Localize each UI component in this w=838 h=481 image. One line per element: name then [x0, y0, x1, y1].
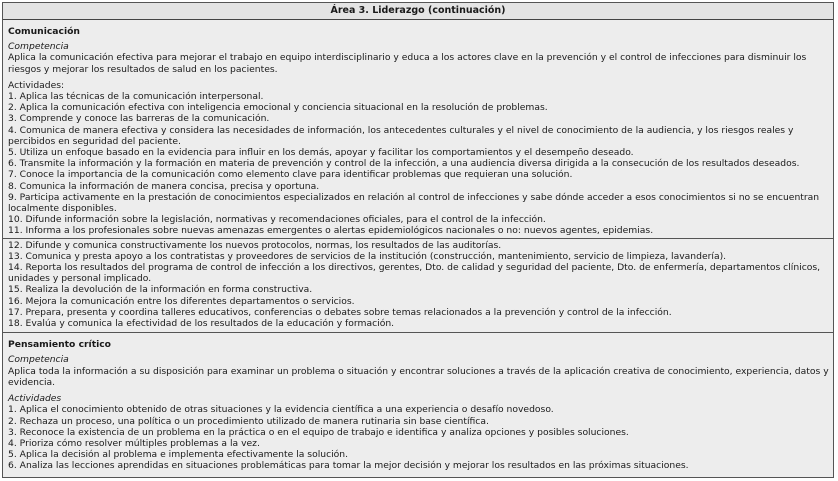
list-item: 15. Realiza la devolución de la información en forma constructiva. — [8, 284, 313, 296]
list-item: 11. Informa a los profesionales sobre nuevas amenazas emergentes o alertas epidemiológicos nacionales o no: nuevos agentes, epidemias. — [8, 225, 654, 237]
list-item: 3. Comprende y conoce las barreras de la comunicación. — [8, 113, 270, 125]
list-item: 16. Mejora la comunicación entre los diferentes departamentos o servicios. — [8, 295, 355, 307]
actividades-label: Actividades: — [8, 79, 65, 91]
section-heading-pensamiento-critico: Pensamiento crítico — [8, 339, 111, 351]
list-item: 3. Reconoce la existencia de un problema en la práctica o en el equipo de trabajo e identifica y analiza opciones y posibles soluciones. — [8, 426, 629, 438]
list-item: 2. Aplica la comunicación efectiva con inteligencia emocional y conciencia situacional en la resolución de problemas. — [8, 102, 548, 114]
section-comunicacion — [3, 20, 833, 333]
list-item: 1. Aplica las técnicas de la comunicación interpersonal. — [8, 91, 264, 103]
list-item: 6. Analiza las lecciones aprendidas en situaciones problemáticas para tomar la mejor decisión y mejorar los resultados en las próximas situaciones. — [8, 460, 689, 472]
list-item: 12. Difunde y comunica constructivamente los nuevos protocolos, normas, los resultados de las auditorías. — [8, 239, 502, 251]
list-item: 4. Comunica de manera efectiva y considera las necesidades de información, los antecedentes culturales y el nivel de conocimiento de la audiencia, y los riesgos reales y percibidos en seguridad del paciente. — [8, 124, 794, 147]
list-item: 14. Reporta los resultados del programa de control de infección a los directivos, gerentes, Dto. de calidad y seguridad del paciente, Dto. de enfermería, departamentos clínicos, unidades y personal implicado. — [8, 262, 821, 285]
list-item: 8. Comunica la información de manera concisa, precisa y oportuna. — [8, 180, 320, 192]
list-item: 10. Difunde información sobre la legislación, normativas y recomendaciones oficiales, para el control de la infección. — [8, 214, 546, 226]
competencia-text: Aplica toda la información a su disposición para examinar un problema o situación y encontrar soluciones a través de la aplicación creativa de conocimiento, experiencia, datos y evidencia. — [8, 365, 829, 388]
list-item: 9. Participa activamente en la prestación de conocimientos especializados en relación al control de infecciones y sabe dónde acceder a esos conocimientos si no se encuentran localmente disponibles. — [8, 191, 820, 215]
section-pensamiento-critico — [3, 333, 833, 471]
activity-list-b — [8, 240, 829, 330]
list-item: 18. Evalúa y comunica la efectividad de los resultados de la educación y formación. — [8, 318, 395, 330]
list-item: 1. Aplica el conocimiento obtenido de otras situaciones y la evidencia científica a una experiencia o desafío novedoso. — [8, 404, 554, 416]
competencia-label: Competencia — [8, 354, 69, 366]
section-heading-comunicacion: Comunicación — [8, 26, 80, 37]
actividades-label: Actividades — [8, 393, 62, 405]
competencia-label: Competencia — [8, 41, 69, 53]
list-item: 13. Comunica y presta apoyo a los contratistas y proveedores de servicios de la institución (construcción, mantenimiento, servicio de limpieza, lavandería). — [8, 250, 727, 262]
list-item: 5. Aplica la decisión al problema e implementa efectivamente la solución. — [8, 449, 349, 461]
row-divider — [3, 238, 833, 239]
list-item: 7. Conoce la importancia de la comunicación como elemento clave para identificar problemas que requieran una solución. — [8, 169, 573, 181]
activity-list-a — [8, 91, 829, 237]
list-item: 4. Prioriza cómo resolver múltiples problemas a la vez. — [8, 437, 260, 449]
list-item: 2. Rechaza un proceso, una política o un procedimiento utilizado de manera rutinaria sin base científica. — [8, 415, 489, 427]
list-item: 17. Prepara, presenta y coordina talleres educativos, conferencias o debates sobre temas relacionados a la prevención y control de la infección. — [8, 306, 672, 318]
document-table — [2, 2, 834, 478]
activity-list-c — [8, 404, 829, 471]
competencia-text: Aplica la comunicación efectiva para mejorar el trabajo en equipo interdisciplinario y educa a los actores clave en la prevención y el control de infecciones para disminuir los riesgos y mejorar los resultados de salud en los pacientes. — [8, 52, 807, 75]
table-title: Área 3. Liderazgo (continuación) — [3, 3, 833, 20]
list-item: 5. Utiliza un enfoque basado en la evidencia para influir en los demás, apoyar y facilitar los comportamientos y el desempeño deseado. — [8, 147, 634, 159]
list-item: 6. Transmite la información y la formación en materia de prevención y control de la infección, a una audiencia diversa dirigida a la consecución de los resultados deseados. — [8, 158, 800, 170]
